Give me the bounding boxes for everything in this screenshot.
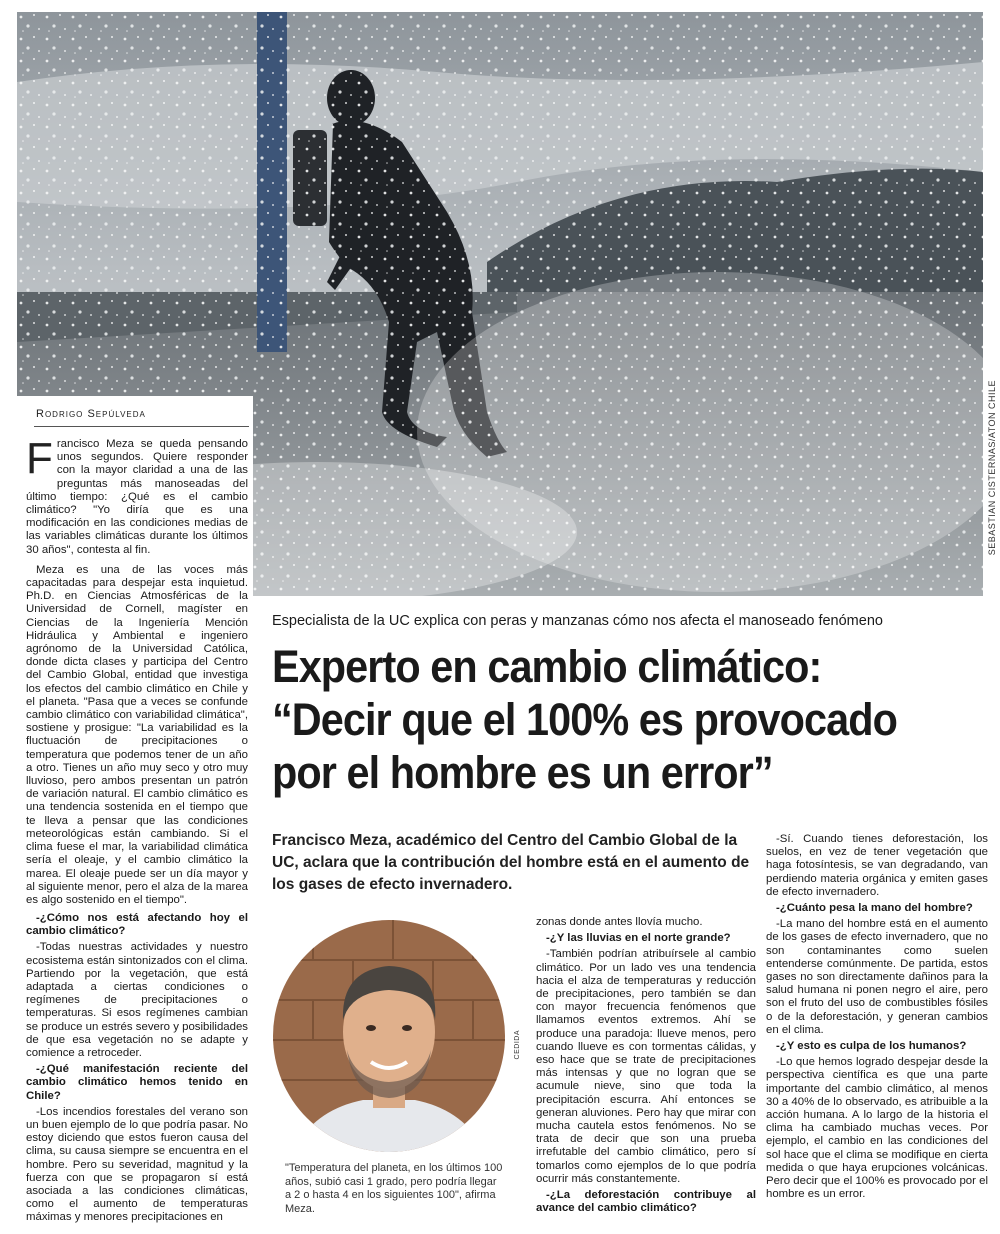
headline-line-3: por el hombre es un error” [272, 747, 773, 798]
answer-3: -También podrían atribuírsele al cambio climático. Por un lado ves una tendencia hacia el alza de temperaturas y reducción de precipitaciones, pero también se dan con mayor frecuencia fenómenos que llamamos eventos extremos. Ahí se produce una paradoja: llueve menos, pero cuando llueve es con tormentas cálidas, y eso hace que se trate de precipitaciones más intensas y que no logran que se acumule nieve, sino que toda la precipitación escurra. Ahí entonces se generan aluviones. Pero hay que mirar con mucha cautela estos fenómenos. No se trata de decir que son una prueba irrefutable del cambio climático, pero sí tomarlos como ejemplos de lo que podría ocurrir más constantemente. [536, 948, 756, 1185]
drop-cap: F [26, 434, 53, 483]
byline-rule [34, 426, 249, 427]
question-4: -¿La deforestación contribuye al avance del cambio climático? [536, 1189, 756, 1215]
question-5: -¿Cuánto pesa la mano del hombre? [776, 902, 973, 915]
headline-line-1: Experto en cambio climático: [272, 641, 822, 692]
headline-line-2: “Decir que el 100% es provocado [272, 694, 897, 745]
question-1: -¿Cómo nos está afectando hoy el cambio climático? [26, 912, 248, 938]
portrait-photo [273, 920, 505, 1152]
question-2: -¿Qué manifestación reciente del cambio climático hemos tenido en Chile? [26, 1063, 248, 1102]
intro-paragraph-2: Meza es una de las voces más capacitadas para despejar esta inquietud. Ph.D. en Ciencias Atmosféricas de la Universidad de Cornell, magíster en Ciencias de la Ingeniería Mención Hidráulica y Ambiental e ingeniero agrónomo de la Universidad Católica, donde dicta clases y participa del Centro del Cambio Global, entidad que investiga los efectos del cambio climático en Chile y el planeta. "Pasa que a veces se confunde cambio climático con variabilidad climática", sostiene y prosigue: "La variabilidad es la fluctuación de precipitaciones o temperatura que podemos tener de un año a otro. Tienes un año muy seco y otro muy lluvioso, pero ambos presentan un patrón de variación natural. El cambio climático es una tendencia sostenida en el tiempo que te lleva a pensar que las condiciones meteorológicas están cambiando. Si el clima fuese el mar, la variabilidad climática sería el oleaje, y el cambio climático la marea. El oleaje puede ser un día mayor y al siguiente menor, pero el alza de la marea es algo sostenido en el tiempo". [26, 563, 248, 906]
portrait-credit: CEDIDA [514, 1030, 521, 1060]
interview-column-3 [766, 833, 988, 1204]
kicker: Especialista de la UC explica con peras y manzanas cómo nos afecta el manoseado fenómeno [272, 613, 883, 629]
answer-5: -La mano del hombre está en el aumento de los gases de efecto invernadero, que no son contaminantes como suelen entenderse comúnmente. De partida, estos gases no son directamente dañinos para la salud humana ni ponen negro el aire, pero son el fruto del uso de combustibles fósiles o de la deforestación, y generan cambios en el clima. [766, 918, 988, 1036]
answer-2: -Los incendios forestales del verano son un buen ejemplo de lo que podría pasar. No estoy diciendo que estos fueron causa del clima, su causa siempre se encuentra en el hombre. Pero su severidad, magnitud y la fuerza con que se propagaron sí está asociada a las condiciones climáticas, como el aumento de temperaturas máximas y menores precipitaciones en [26, 1105, 248, 1224]
question-6: -¿Y esto es culpa de los humanos? [776, 1040, 967, 1053]
interview-column-1 [26, 912, 248, 1228]
answer-2-continued: zonas donde antes llovía mucho. [536, 916, 703, 928]
intro-column [26, 434, 248, 914]
answer-1: -Todas nuestras actividades y nuestro ecosistema están sintonizados con el clima. Partiendo por la vegetación, que está adaptada a ciertas condiciones o regímenes de precipitaciones o temperaturas. Si esos regímenes cambian se produce un estrés severo y posibilidades de que esa vegetación no se adapte y comience a retroceder. [26, 941, 248, 1060]
intro-paragraph-1: Francisco Meza se queda pensando unos segundos. Quiere responder con la mayor claridad a una de las preguntas más manoseadas del último tiempo: ¿Qué es el cambio climático? "Yo diría que es una modificación en las condiciones medias de las variables climáticas durante los últimos 30 años", contesta al fin. [26, 434, 248, 556]
portrait-illustration [273, 920, 505, 1152]
byline: Rodrigo Sepúlveda [36, 408, 146, 420]
answer-4: -Sí. Cuando tienes deforestación, los suelos, en vez de tener vegetación que haga fotosíntesis, se van degradando, van perdiendo materia orgánica y emiten gases de efecto invernadero. [766, 833, 988, 898]
headline [272, 640, 933, 799]
interview-column-2 [536, 916, 756, 1218]
lead-paragraph: Francisco Meza, académico del Centro del Cambio Global de la UC, aclara que la contribución del hombre está en el aumento de los gases de efecto invernadero. [272, 832, 750, 893]
photo-credit: SEBASTIAN CISTERNAS/ATON CHILE [987, 380, 997, 556]
portrait-caption: "Temperatura del planeta, en los últimos 100 años, subió casi 1 grado, pero podría llegar a 2 o hasta 4 en los siguientes 100", afirma Meza. [285, 1162, 503, 1215]
question-3: -¿Y las lluvias en el norte grande? [546, 932, 731, 945]
answer-6: -Lo que hemos logrado despejar desde la perspectiva científica es que una parte importante del cambio climático, al menos 30 a 40% de lo observado, es atribuible a la acción humana. A lo largo de la historia el clima ha cambiado muchas veces. Por ejemplo, el cambio en las condiciones del sol hace que el clima se modifique en cierta medida o que haya erupciones volcánicas. Pero decir que el 100% es provocado por el hombre es un error. [766, 1056, 988, 1201]
